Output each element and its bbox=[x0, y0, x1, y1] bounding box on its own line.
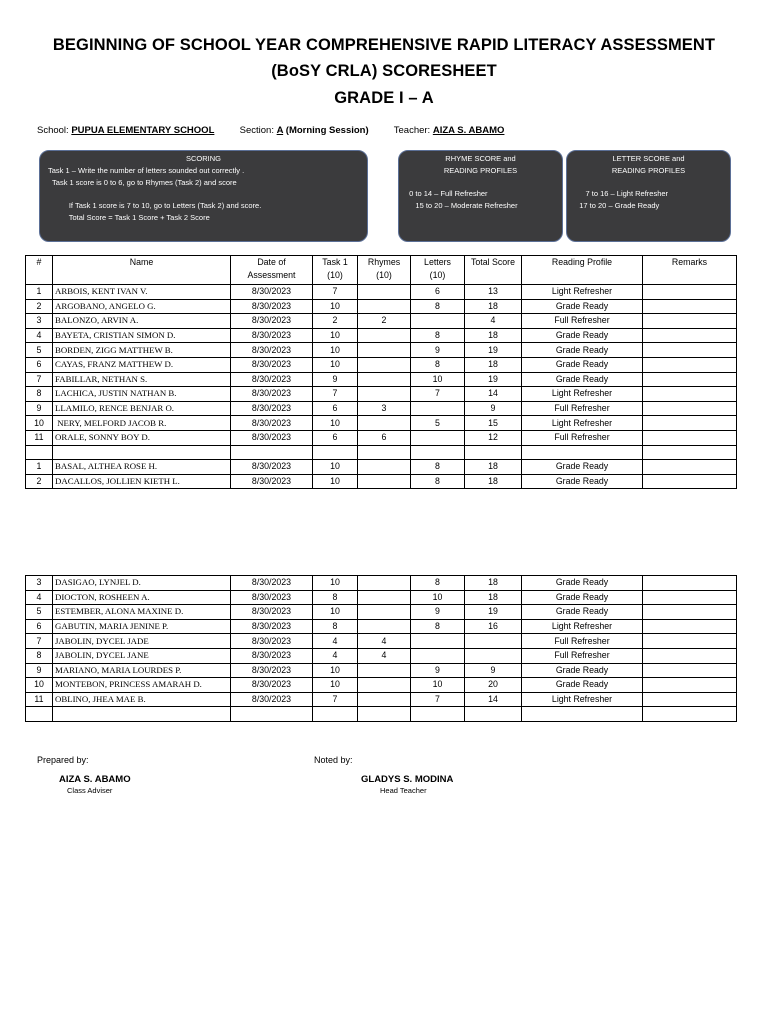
remarks bbox=[643, 401, 737, 416]
info-line bbox=[37, 125, 504, 136]
student-name: MONTEBON, PRINCESS AMARAH D. bbox=[53, 678, 231, 693]
total-score: 14 bbox=[465, 387, 522, 402]
prepared-by-name: AIZA S. ABAMO bbox=[59, 774, 131, 785]
table-row bbox=[26, 387, 737, 402]
rhymes-score: 4 bbox=[358, 634, 411, 649]
student-name: BORDEN, ZIGG MATTHEW B. bbox=[53, 343, 231, 358]
letters-score bbox=[411, 430, 465, 445]
rhyme-title-2: READING PROFILES bbox=[443, 165, 518, 175]
total-score: 18 bbox=[465, 357, 522, 372]
letters-score: 6 bbox=[411, 285, 465, 300]
row-number: 8 bbox=[26, 387, 53, 402]
col-date: Date of Assessment bbox=[231, 256, 313, 285]
letter-title-1: LETTER SCORE and bbox=[612, 154, 685, 163]
assessment-date: 8/30/2023 bbox=[231, 299, 313, 314]
rhymes-score bbox=[358, 460, 411, 475]
letters-score bbox=[411, 314, 465, 329]
rhymes-score: 4 bbox=[358, 648, 411, 663]
total-score: 18 bbox=[465, 576, 522, 591]
table-row bbox=[26, 430, 737, 445]
remarks bbox=[643, 648, 737, 663]
student-name: BALONZO, ARVIN A. bbox=[53, 314, 231, 329]
row-number: 10 bbox=[26, 678, 53, 693]
rhymes-score bbox=[358, 590, 411, 605]
col-reading-profile: Reading Profile bbox=[522, 256, 643, 285]
task1-score: 4 bbox=[313, 634, 358, 649]
assessment-date: 8/30/2023 bbox=[231, 357, 313, 372]
student-name: FABILLAR, NETHAN S. bbox=[53, 372, 231, 387]
reading-profile: Full Refresher bbox=[522, 401, 643, 416]
letters-score: 10 bbox=[411, 372, 465, 387]
assessment-date: 8/30/2023 bbox=[231, 401, 313, 416]
scoring-box bbox=[39, 150, 368, 242]
student-name: LLAMILO, RENCE BENJAR O. bbox=[53, 401, 231, 416]
row-number: 7 bbox=[26, 634, 53, 649]
task1-score: 10 bbox=[313, 328, 358, 343]
rhymes-score bbox=[358, 299, 411, 314]
remarks bbox=[643, 314, 737, 329]
total-score: 9 bbox=[465, 663, 522, 678]
remarks bbox=[643, 460, 737, 475]
scoresheet-table-1 bbox=[25, 255, 737, 489]
assessment-date bbox=[231, 445, 313, 460]
row-number: 3 bbox=[26, 314, 53, 329]
row-number: 9 bbox=[26, 401, 53, 416]
student-name: ARGOBANO, ANGELO G. bbox=[53, 299, 231, 314]
task1-score: 4 bbox=[313, 648, 358, 663]
reading-profile: Grade Ready bbox=[522, 372, 643, 387]
task1-score: 6 bbox=[313, 430, 358, 445]
rhymes-score bbox=[358, 387, 411, 402]
col-task1: Task 1 (10) bbox=[313, 256, 358, 285]
reading-profile: Light Refresher bbox=[522, 619, 643, 634]
task1-score: 10 bbox=[313, 343, 358, 358]
letters-score: 10 bbox=[411, 678, 465, 693]
total-score: 15 bbox=[465, 416, 522, 431]
student-name: ESTEMBER, ALONA MAXINE D. bbox=[53, 605, 231, 620]
school-label: School: bbox=[37, 125, 72, 136]
assessment-date: 8/30/2023 bbox=[231, 285, 313, 300]
reading-profile bbox=[522, 445, 643, 460]
table-row bbox=[26, 678, 737, 693]
total-score: 19 bbox=[465, 372, 522, 387]
task1-score: 7 bbox=[313, 387, 358, 402]
row-number: 4 bbox=[26, 590, 53, 605]
total-score: 16 bbox=[465, 619, 522, 634]
rhymes-score bbox=[358, 416, 411, 431]
prepared-by-role: Class Adviser bbox=[67, 786, 113, 795]
letters-score: 9 bbox=[411, 605, 465, 620]
reading-profile: Grade Ready bbox=[522, 576, 643, 591]
task1-score bbox=[313, 707, 358, 722]
reading-profile: Grade Ready bbox=[522, 678, 643, 693]
letter-line-2: 17 to 20 – Grade Ready bbox=[573, 201, 660, 211]
total-score: 20 bbox=[465, 678, 522, 693]
letters-score: 5 bbox=[411, 416, 465, 431]
prepared-by-block bbox=[37, 755, 131, 795]
task1-score: 10 bbox=[313, 576, 358, 591]
col-rhymes: Rhymes (10) bbox=[358, 256, 411, 285]
task1-score: 10 bbox=[313, 299, 358, 314]
letter-profile-box bbox=[566, 150, 731, 242]
letters-score bbox=[411, 445, 465, 460]
rhymes-score bbox=[358, 605, 411, 620]
table-row bbox=[26, 707, 737, 722]
row-number: 11 bbox=[26, 430, 53, 445]
student-name: MARIANO, MARIA LOURDES P. bbox=[53, 663, 231, 678]
remarks bbox=[643, 372, 737, 387]
rhymes-score bbox=[358, 328, 411, 343]
rhyme-title-1: RHYME SCORE and bbox=[445, 154, 516, 163]
remarks bbox=[643, 430, 737, 445]
assessment-date: 8/30/2023 bbox=[231, 474, 313, 489]
scoring-line: Total Score = Task 1 Score + Task 2 Score bbox=[48, 212, 210, 222]
section-value: A bbox=[276, 125, 284, 136]
rhymes-score: 2 bbox=[358, 314, 411, 329]
letters-score bbox=[411, 648, 465, 663]
school-value: PUPUA ELEMENTARY SCHOOL bbox=[71, 125, 215, 136]
total-score: 19 bbox=[465, 343, 522, 358]
student-name: JABOLIN, DYCEL JADE bbox=[53, 634, 231, 649]
reading-profile: Grade Ready bbox=[522, 343, 643, 358]
table-row bbox=[26, 445, 737, 460]
remarks bbox=[643, 692, 737, 707]
row-number: 9 bbox=[26, 663, 53, 678]
rhyme-profile-box bbox=[398, 150, 563, 242]
reading-profile: Grade Ready bbox=[522, 474, 643, 489]
noted-by-role: Head Teacher bbox=[380, 786, 427, 795]
remarks bbox=[643, 576, 737, 591]
total-score: 19 bbox=[465, 605, 522, 620]
row-number: 1 bbox=[26, 285, 53, 300]
letters-score: 8 bbox=[411, 576, 465, 591]
assessment-date: 8/30/2023 bbox=[231, 619, 313, 634]
student-name: BAYETA, CRISTIAN SIMON D. bbox=[53, 328, 231, 343]
remarks bbox=[643, 474, 737, 489]
rhymes-score bbox=[358, 663, 411, 678]
total-score: 9 bbox=[465, 401, 522, 416]
col-remarks: Remarks bbox=[643, 256, 737, 285]
reading-profile: Grade Ready bbox=[522, 663, 643, 678]
rhymes-score bbox=[358, 445, 411, 460]
row-number: 2 bbox=[26, 474, 53, 489]
noted-by-block bbox=[314, 755, 453, 795]
scoring-line: Task 1 score is 0 to 6, go to Rhymes (Task 2) and score bbox=[48, 177, 237, 187]
total-score: 18 bbox=[465, 328, 522, 343]
student-name: JABOLIN, DYCEL JANE bbox=[53, 648, 231, 663]
rhymes-score bbox=[358, 343, 411, 358]
letters-score bbox=[411, 634, 465, 649]
student-name: ARBOIS, KENT IVAN V. bbox=[53, 285, 231, 300]
row-number: 3 bbox=[26, 576, 53, 591]
table-row bbox=[26, 328, 737, 343]
scoring-title: SCORING bbox=[185, 154, 221, 163]
task1-score: 7 bbox=[313, 285, 358, 300]
assessment-date: 8/30/2023 bbox=[231, 605, 313, 620]
table-row bbox=[26, 663, 737, 678]
task1-score: 9 bbox=[313, 372, 358, 387]
table-row bbox=[26, 619, 737, 634]
table-row bbox=[26, 576, 737, 591]
total-score: 12 bbox=[465, 430, 522, 445]
assessment-date: 8/30/2023 bbox=[231, 692, 313, 707]
task1-score: 6 bbox=[313, 401, 358, 416]
total-score: 18 bbox=[465, 474, 522, 489]
student-name: LACHICA, JUSTIN NATHAN B. bbox=[53, 387, 231, 402]
teacher-value: AIZA S. ABAMO bbox=[432, 125, 505, 136]
assessment-date: 8/30/2023 bbox=[231, 372, 313, 387]
table-row bbox=[26, 372, 737, 387]
reading-profile: Full Refresher bbox=[522, 648, 643, 663]
student-name: NERY, MELFORD JACOB R. bbox=[53, 416, 231, 431]
scoring-line: Task 1 – Write the number of letters sounded out correctly . bbox=[48, 165, 245, 175]
reading-profile: Light Refresher bbox=[522, 387, 643, 402]
section-session: (Morning Session) bbox=[283, 125, 369, 136]
task1-score: 8 bbox=[313, 619, 358, 634]
student-name: ORALE, SONNY BOY D. bbox=[53, 430, 231, 445]
letter-title-2: READING PROFILES bbox=[611, 165, 686, 175]
table-row bbox=[26, 634, 737, 649]
remarks bbox=[643, 678, 737, 693]
task1-score: 10 bbox=[313, 474, 358, 489]
col-number: # bbox=[26, 256, 53, 285]
table-row bbox=[26, 416, 737, 431]
row-number: 8 bbox=[26, 648, 53, 663]
remarks bbox=[643, 663, 737, 678]
row-number: 4 bbox=[26, 328, 53, 343]
assessment-date: 8/30/2023 bbox=[231, 663, 313, 678]
letter-line-1: 7 to 16 – Light Refresher bbox=[573, 189, 669, 199]
assessment-date: 8/30/2023 bbox=[231, 328, 313, 343]
table-header-row bbox=[26, 256, 737, 285]
reading-profile: Light Refresher bbox=[522, 692, 643, 707]
title-line-1: BEGINNING OF SCHOOL YEAR COMPREHENSIVE RAPID LITERACY ASSESSMENT bbox=[52, 36, 716, 54]
reading-profile: Full Refresher bbox=[522, 430, 643, 445]
assessment-date bbox=[231, 707, 313, 722]
letters-score: 8 bbox=[411, 299, 465, 314]
table-row bbox=[26, 692, 737, 707]
student-name bbox=[53, 445, 231, 460]
scoring-line bbox=[48, 188, 359, 200]
col-name: Name bbox=[53, 256, 231, 285]
assessment-date: 8/30/2023 bbox=[231, 416, 313, 431]
row-number bbox=[26, 445, 53, 460]
remarks bbox=[643, 416, 737, 431]
remarks bbox=[643, 619, 737, 634]
letters-score: 8 bbox=[411, 328, 465, 343]
row-number: 5 bbox=[26, 343, 53, 358]
title-line-2: (BoSY CRLA) SCORESHEET bbox=[271, 62, 497, 80]
assessment-date: 8/30/2023 bbox=[231, 343, 313, 358]
rhymes-score: 3 bbox=[358, 401, 411, 416]
letters-score: 8 bbox=[411, 474, 465, 489]
row-number: 5 bbox=[26, 605, 53, 620]
task1-score: 10 bbox=[313, 460, 358, 475]
scoring-line: If Task 1 score is 7 to 10, go to Letters (Task 2) and score. bbox=[48, 201, 262, 211]
student-name: BASAL, ALTHEA ROSE H. bbox=[53, 460, 231, 475]
reading-profile: Grade Ready bbox=[522, 605, 643, 620]
table-row bbox=[26, 474, 737, 489]
remarks bbox=[643, 634, 737, 649]
col-letters: Letters (10) bbox=[411, 256, 465, 285]
student-name: DIOCTON, ROSHEEN A. bbox=[53, 590, 231, 605]
remarks bbox=[643, 343, 737, 358]
letters-score bbox=[411, 401, 465, 416]
reading-profile: Light Refresher bbox=[522, 416, 643, 431]
task1-score: 10 bbox=[313, 663, 358, 678]
letters-score: 9 bbox=[411, 663, 465, 678]
rhymes-score bbox=[358, 707, 411, 722]
student-name: CAYAS, FRANZ MATTHEW D. bbox=[53, 357, 231, 372]
reading-profile: Grade Ready bbox=[522, 299, 643, 314]
rhymes-score bbox=[358, 678, 411, 693]
student-name: OBLINO, JHEA MAE B. bbox=[53, 692, 231, 707]
remarks bbox=[643, 707, 737, 722]
table-row bbox=[26, 648, 737, 663]
rhymes-score bbox=[358, 474, 411, 489]
rhymes-score bbox=[358, 285, 411, 300]
col-total-score: Total Score bbox=[465, 256, 522, 285]
task1-score: 10 bbox=[313, 357, 358, 372]
total-score: 18 bbox=[465, 460, 522, 475]
rhymes-score bbox=[358, 619, 411, 634]
total-score bbox=[465, 634, 522, 649]
letters-score bbox=[411, 707, 465, 722]
total-score: 14 bbox=[465, 692, 522, 707]
task1-score: 2 bbox=[313, 314, 358, 329]
letters-score: 8 bbox=[411, 460, 465, 475]
assessment-date: 8/30/2023 bbox=[231, 648, 313, 663]
table-row bbox=[26, 605, 737, 620]
row-number: 7 bbox=[26, 372, 53, 387]
assessment-date: 8/30/2023 bbox=[231, 590, 313, 605]
student-name: DASIGAO, LYNJEL D. bbox=[53, 576, 231, 591]
prepared-by-label: Prepared by: bbox=[37, 755, 89, 765]
assessment-date: 8/30/2023 bbox=[231, 460, 313, 475]
table-row bbox=[26, 343, 737, 358]
table-row bbox=[26, 460, 737, 475]
reading-profile: Grade Ready bbox=[522, 357, 643, 372]
student-name bbox=[53, 707, 231, 722]
rhymes-score bbox=[358, 576, 411, 591]
task1-score: 8 bbox=[313, 590, 358, 605]
reading-profile: Full Refresher bbox=[522, 314, 643, 329]
rhymes-score bbox=[358, 692, 411, 707]
scoresheet-table-2 bbox=[25, 575, 737, 722]
assessment-date: 8/30/2023 bbox=[231, 430, 313, 445]
task1-score bbox=[313, 445, 358, 460]
table-row bbox=[26, 314, 737, 329]
remarks bbox=[643, 285, 737, 300]
student-name: GABUTIN, MARIA JENINE P. bbox=[53, 619, 231, 634]
letters-score: 9 bbox=[411, 343, 465, 358]
student-name: DACALLOS, JOLLIEN KIETH L. bbox=[53, 474, 231, 489]
reading-profile: Light Refresher bbox=[522, 285, 643, 300]
reading-profile bbox=[522, 707, 643, 722]
remarks bbox=[643, 590, 737, 605]
reading-profile: Grade Ready bbox=[522, 460, 643, 475]
table-body-2 bbox=[26, 576, 737, 722]
row-number bbox=[26, 707, 53, 722]
remarks bbox=[643, 357, 737, 372]
teacher-label: Teacher: bbox=[393, 125, 433, 136]
row-number: 11 bbox=[26, 692, 53, 707]
remarks bbox=[643, 328, 737, 343]
row-number: 10 bbox=[26, 416, 53, 431]
table-row bbox=[26, 299, 737, 314]
total-score bbox=[465, 648, 522, 663]
reading-profile: Full Refresher bbox=[522, 634, 643, 649]
task1-score: 7 bbox=[313, 692, 358, 707]
remarks bbox=[643, 605, 737, 620]
table-row bbox=[26, 285, 737, 300]
total-score: 18 bbox=[465, 590, 522, 605]
letters-score: 8 bbox=[411, 357, 465, 372]
letters-score: 7 bbox=[411, 692, 465, 707]
row-number: 2 bbox=[26, 299, 53, 314]
total-score: 4 bbox=[465, 314, 522, 329]
noted-by-name: GLADYS S. MODINA bbox=[361, 774, 454, 785]
rhyme-line-2: 15 to 20 – Moderate Refresher bbox=[405, 201, 518, 211]
letters-score: 7 bbox=[411, 387, 465, 402]
task1-score: 10 bbox=[313, 416, 358, 431]
reading-profile: Grade Ready bbox=[522, 328, 643, 343]
rhymes-score bbox=[358, 357, 411, 372]
table-body-1 bbox=[26, 285, 737, 489]
task1-score: 10 bbox=[313, 605, 358, 620]
noted-by-label: Noted by: bbox=[314, 755, 353, 765]
remarks bbox=[643, 445, 737, 460]
rhymes-score: 6 bbox=[358, 430, 411, 445]
title-line-3: GRADE I – A bbox=[334, 89, 434, 107]
assessment-date: 8/30/2023 bbox=[231, 314, 313, 329]
row-number: 6 bbox=[26, 619, 53, 634]
total-score bbox=[465, 445, 522, 460]
rhymes-score bbox=[358, 372, 411, 387]
assessment-date: 8/30/2023 bbox=[231, 576, 313, 591]
row-number: 1 bbox=[26, 460, 53, 475]
assessment-date: 8/30/2023 bbox=[231, 678, 313, 693]
letters-score: 8 bbox=[411, 619, 465, 634]
assessment-date: 8/30/2023 bbox=[231, 387, 313, 402]
row-number: 6 bbox=[26, 357, 53, 372]
rhyme-line-1: 0 to 14 – Full Refresher bbox=[405, 189, 488, 199]
remarks bbox=[643, 387, 737, 402]
remarks bbox=[643, 299, 737, 314]
letters-score: 10 bbox=[411, 590, 465, 605]
total-score: 18 bbox=[465, 299, 522, 314]
reading-profile: Grade Ready bbox=[522, 590, 643, 605]
table-row bbox=[26, 590, 737, 605]
total-score: 13 bbox=[465, 285, 522, 300]
table-row bbox=[26, 401, 737, 416]
assessment-date: 8/30/2023 bbox=[231, 634, 313, 649]
total-score bbox=[465, 707, 522, 722]
task1-score: 10 bbox=[313, 678, 358, 693]
section-label: Section: bbox=[239, 125, 277, 136]
table-row bbox=[26, 357, 737, 372]
